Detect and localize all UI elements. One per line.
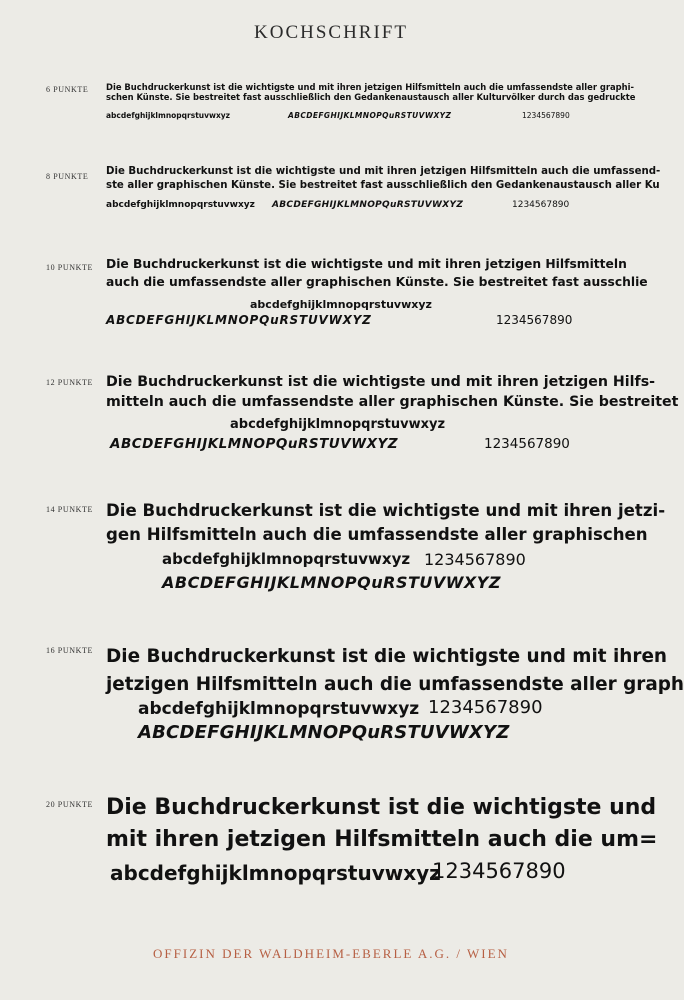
size-label: 16 PUNKTE [46,646,93,655]
numerals: 1234567890 [428,697,543,718]
sample-line: ste aller graphischen Künste. Sie bestreitet fast ausschließlich den Gedankenaustausch aller Ku [106,180,660,191]
size-label: 12 PUNKTE [46,378,93,387]
sample-line: Die Buchdruckerkunst ist die wichtigste und [106,795,657,820]
sample-line: auch die umfassendste aller graphischen Künste. Sie bestreitet fast ausschlie [106,275,648,289]
size-label: 6 PUNKTE [46,85,89,94]
size-label: 8 PUNKTE [46,172,89,181]
sample-text [106,372,679,412]
sample-line: schen Künste. Sie bestreitet fast ausschließlich den Gedankenaustausch aller Kulturvölker durch das gedruckte [106,92,636,102]
sample-text [106,792,658,856]
lowercase-alphabet: abcdefghijklmnopqrstuvwxyz [230,417,446,432]
numerals: 1234567890 [432,859,566,883]
sample-line: Die Buchdruckerkunst ist die wichtigste und mit ihren jetzigen Hilfsmitteln auch die umfassendste aller graphi- [106,82,634,92]
size-label: 14 PUNKTE [46,505,93,514]
sample-line: mit ihren jetzigen Hilfsmitteln auch die um= [106,827,658,852]
size-label: 10 PUNKTE [46,263,93,272]
sample-line: Die Buchdruckerkunst ist die wichtigste und mit ihren jetzigen Hilfsmitteln [106,257,627,271]
lowercase-alphabet: abcdefghijklmnopqrstuvwxyz [162,550,411,568]
uppercase-alphabet: ABCDEFGHIJKLMNOPQuRSTUVWXYZ [162,573,501,592]
uppercase-alphabet: ABCDEFGHIJKLMNOPQuRSTUVWXYZ [110,436,399,452]
size-label: 20 PUNKTE [46,800,93,809]
numerals: 1234567890 [484,436,570,452]
printer-imprint: OFFIZIN DER WALDHEIM-EBERLE A.G. / WIEN [153,946,509,961]
lowercase-alphabet: abcdefghijklmnopqrstuvwxyz [106,111,231,120]
sample-line: Die Buchdruckerkunst ist die wichtigste und mit ihren jetzi- [106,501,666,520]
uppercase-alphabet: ABCDEFGHIJKLMNOPQuRSTUVWXYZ [138,722,510,743]
numerals: 1234567890 [424,550,526,569]
sample-text [106,82,636,102]
sample-line: jetzigen Hilfsmitteln auch die umfassendste aller graph [106,674,684,695]
lowercase-alphabet: abcdefghijklmnopqrstuvwxyz [138,699,420,719]
sample-text [106,165,661,193]
sample-line: Die Buchdruckerkunst ist die wichtigste und mit ihren jetzigen Hilfs- [106,374,656,390]
page-title: KOCHSCHRIFT [254,22,408,43]
uppercase-alphabet: ABCDEFGHIJKLMNOPQuRSTUVWXYZ [272,200,464,210]
numerals: 1234567890 [522,111,570,120]
sample-line: gen Hilfsmitteln auch die umfassendste aller graphischen [106,525,648,544]
lowercase-alphabet: abcdefghijklmnopqrstuvwxyz [250,298,432,311]
lowercase-alphabet: abcdefghijklmnopqrstuvwxyz [110,861,441,885]
uppercase-alphabet: ABCDEFGHIJKLMNOPQuRSTUVWXYZ [288,111,452,120]
numerals: 1234567890 [512,200,570,210]
sample-text [106,255,648,291]
sample-text [106,499,666,547]
numerals: 1234567890 [496,313,573,327]
uppercase-alphabet: ABCDEFGHIJKLMNOPQuRSTUVWXYZ [106,313,372,327]
sample-line: Die Buchdruckerkunst ist die wichtigste und mit ihren jetzigen Hilfsmitteln auch die umfassend- [106,166,661,177]
sample-text [106,643,684,699]
sample-line: mitteln auch die umfassendste aller graphischen Künste. Sie bestreitet [106,394,679,410]
sample-line: Die Buchdruckerkunst ist die wichtigste und mit ihren [106,646,668,667]
lowercase-alphabet: abcdefghijklmnopqrstuvwxyz [106,200,255,210]
